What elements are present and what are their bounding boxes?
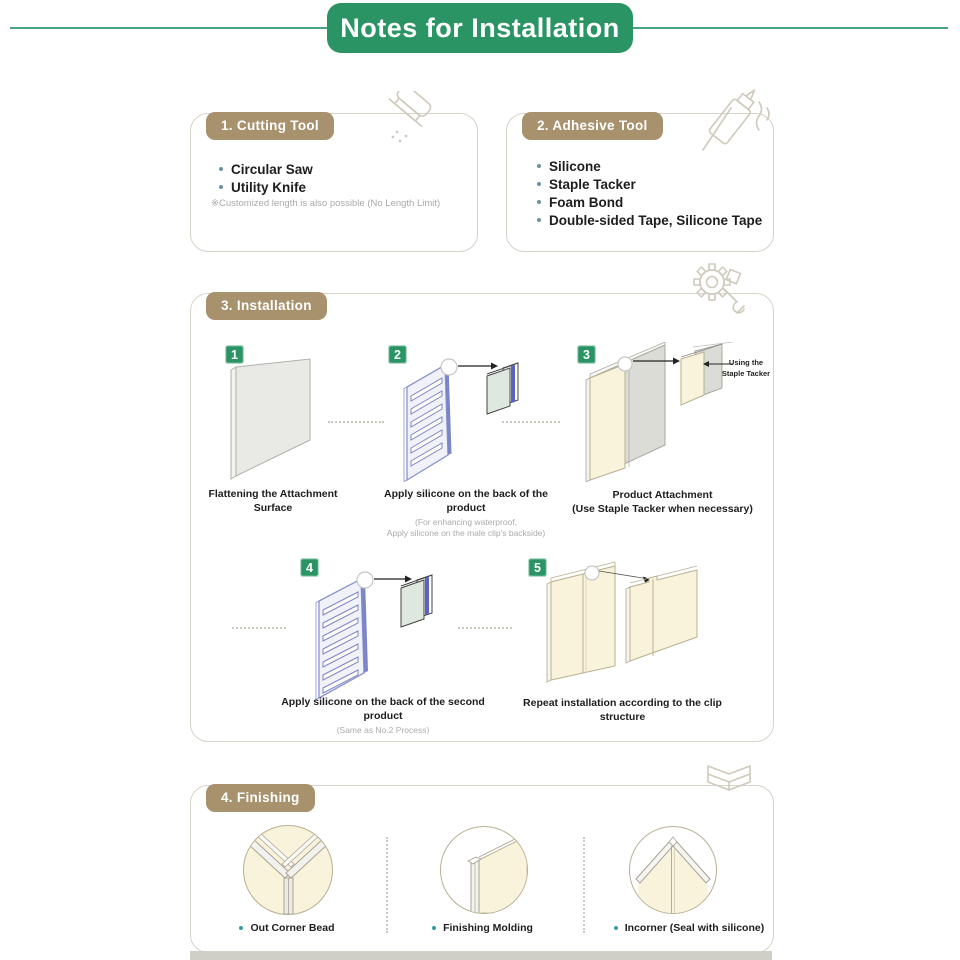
bullet-dot-icon (219, 167, 223, 171)
bullet-dot-icon (537, 200, 541, 204)
step-5-repeat-installation-illustration (545, 557, 773, 697)
list-item (219, 160, 313, 178)
adhesive-tool-label: 2. Adhesive Tool (522, 112, 663, 140)
finishing-label: 4. Finishing (206, 784, 315, 812)
adhesive-tool-list (537, 157, 762, 229)
step-2-badge: 2 (388, 345, 407, 364)
step-5-badge: 5 (528, 558, 547, 577)
step-5-caption (500, 696, 745, 724)
silicone-tube-icon (697, 82, 772, 162)
list-item-text: Staple Tacker (549, 176, 636, 192)
finishing-item-text: Incorner (Seal with silicone) (624, 922, 765, 934)
step-1-badge: 1 (225, 345, 244, 364)
bullet-dot-icon (239, 926, 243, 930)
finishing-item (420, 922, 545, 934)
step-1-caption (192, 487, 354, 515)
caption-main: Product Attachment (612, 489, 713, 501)
bullet-dot-icon (219, 185, 223, 189)
page-title: Notes for Installation (327, 3, 633, 53)
finishing-item-text: Out Corner Bead (250, 922, 335, 934)
dotted-separator (386, 837, 388, 933)
installation-label: 3. Installation (206, 292, 327, 320)
incorner-drawing (630, 827, 716, 913)
list-item (219, 178, 313, 196)
dotted-separator (502, 421, 560, 423)
list-item-text: Double-sided Tape, Silicone Tape (549, 212, 763, 228)
cutting-tool-list (219, 160, 313, 196)
dotted-separator (328, 421, 384, 423)
list-item-text: Foam Bond (549, 194, 624, 210)
annotation-line: Staple Tacker (721, 368, 771, 378)
dotted-separator (583, 837, 585, 933)
bottom-strip (190, 951, 772, 960)
caption-main: (Use Staple Tacker when necessary) (572, 503, 753, 516)
step-4-caption (272, 695, 494, 736)
list-item-text: Circular Saw (231, 161, 313, 177)
out-corner-bead-detail (243, 825, 333, 915)
list-item (537, 193, 762, 211)
caption-main: Flattening the Attachment Surface (208, 488, 338, 515)
step-1-wall-panel-illustration (228, 350, 318, 482)
dotted-separator (458, 627, 512, 629)
finishing-molding-drawing (441, 827, 527, 913)
caption-main: Repeat installation according to the clip structure (523, 697, 722, 724)
finishing-item-text: Finishing Molding (443, 922, 533, 934)
step-2-silicone-application-illustration (383, 350, 533, 482)
finishing-molding-detail (440, 826, 528, 914)
step-4-silicone-second-product-illustration (293, 563, 468, 703)
staple-tacker-annotation (720, 358, 772, 380)
list-item (537, 211, 762, 229)
caption-main: Apply silicone on the back of the product (384, 488, 548, 515)
bullet-dot-icon (614, 926, 618, 930)
annotation-line: Using the (728, 358, 764, 367)
dotted-separator (232, 627, 286, 629)
corner-bead-icon (700, 758, 758, 806)
list-item-text: Utility Knife (231, 179, 307, 195)
gear-wrench-icon (688, 261, 752, 321)
bullet-dot-icon (537, 218, 541, 222)
cutting-tool-label: 1. Cutting Tool (206, 112, 334, 140)
step-3-product-attachment-illustration (585, 342, 735, 482)
finishing-item (604, 922, 774, 934)
bullet-dot-icon (432, 926, 436, 930)
finishing-item (227, 922, 347, 934)
caption-main: Apply silicone on the back of the second product (281, 696, 485, 723)
list-item-text: Silicone (549, 158, 601, 174)
step-3-badge: 3 (577, 345, 596, 364)
caption-sub (272, 725, 494, 736)
bullet-dot-icon (537, 164, 541, 168)
cutting-note: ※Customized length is also possible (No Length Limit) (211, 198, 441, 209)
caption-sub (368, 517, 564, 539)
list-item (537, 175, 762, 193)
caption-sub-line: (Same as No.2 Process) (336, 725, 430, 736)
out-corner-bead-drawing (244, 826, 332, 914)
bullet-dot-icon (537, 182, 541, 186)
step-4-badge: 4 (300, 558, 319, 577)
step-2-caption (368, 487, 564, 539)
utility-cutter-icon (373, 91, 445, 149)
step-3-caption (555, 488, 770, 516)
caption-sub-line: (For enhancing waterproof, (414, 517, 518, 528)
incorner-detail (629, 826, 717, 914)
caption-sub-line: Apply silicone on the male clip's backside) (386, 528, 546, 539)
